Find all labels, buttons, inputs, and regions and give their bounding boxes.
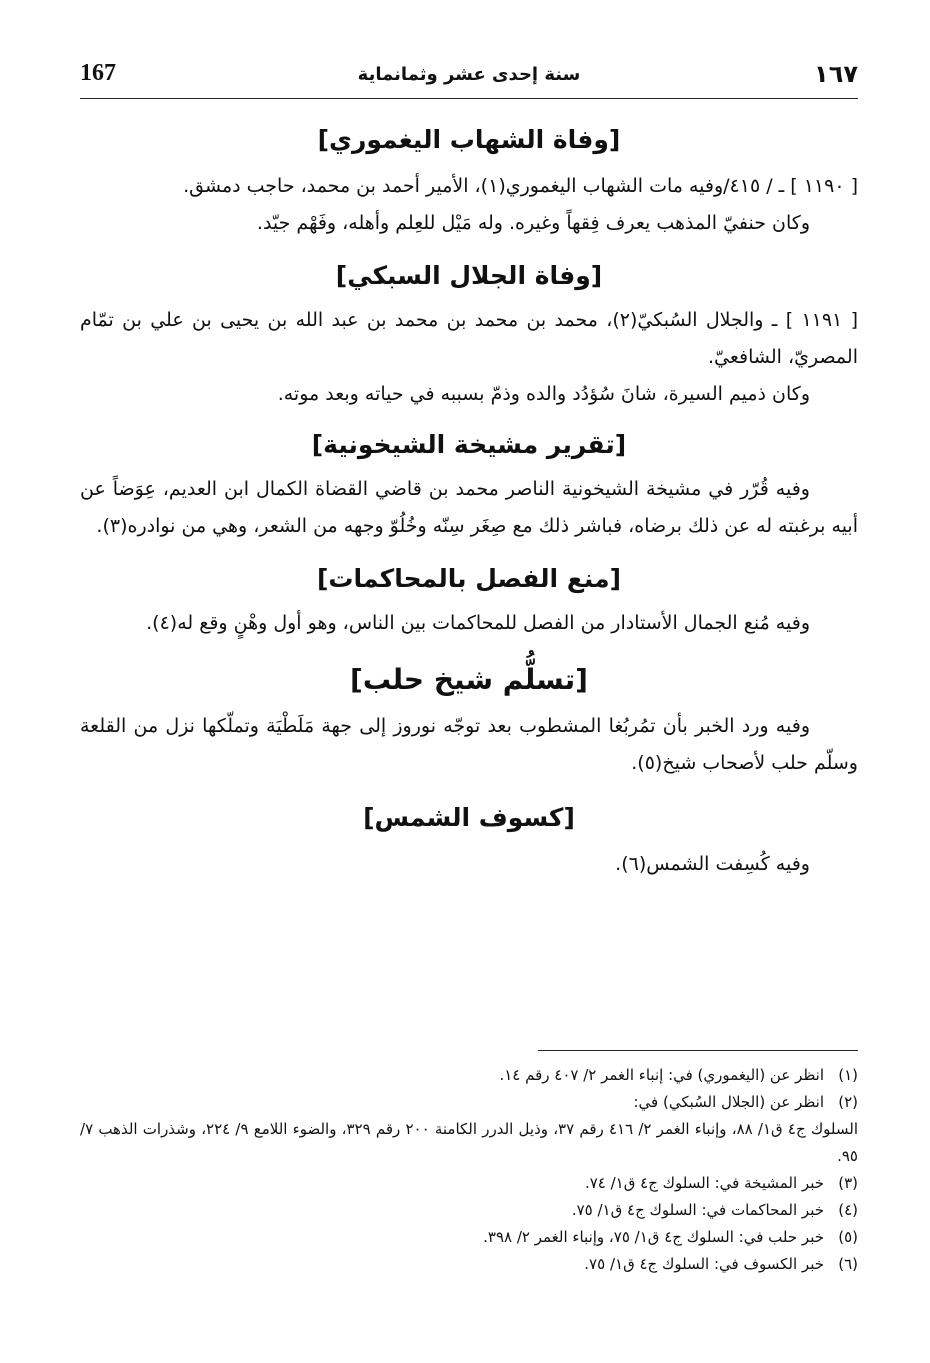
footnote-number: (٢) bbox=[838, 1093, 858, 1111]
running-head bbox=[80, 58, 858, 99]
footnote bbox=[80, 1062, 858, 1089]
footnote-continuation: السلوك ج٤ ق١/ ٨٨، وإنباء الغمر ٢/ ٤١٦ رقم ٣٧، وذيل الدرر الكامنة ٢٠٠ رقم ٣٢٩، والضوء اللامع ٩/ ٢٢٤، وشذرات الذهب ٧/ ٩٥. bbox=[80, 1120, 859, 1165]
footnote-text: انظر عن (اليغموري) في: إنباء الغمر ٢/ ٤٠٧ رقم ١٤. bbox=[499, 1066, 824, 1084]
footnote bbox=[80, 1170, 858, 1197]
page-number-latin: 167 bbox=[80, 60, 116, 86]
page-number-arabic: ١٦٧ bbox=[814, 60, 858, 88]
entry-paragraph: وفيه قُرّر في مشيخة الشيخونية الناصر محمد بن قاضي القضاة الكمال ابن العديم، عِوَضاً عن أبيه برغبته له عن ذلك برضاه، فباشر ذلك مع صِغَر سِنّه وخُلُوّ وجهه من الشعر، وهي من نوادره(٣). bbox=[80, 478, 858, 537]
footnote bbox=[80, 1224, 858, 1251]
footnote bbox=[80, 1251, 858, 1278]
entry-paragraph: [ ١١٩١ ] ـ والجلال السُبكيّ(٢)، محمد بن محمد بن محمد بن عبد الله بن يحيى بن علي بن تمّام المصريّ، الشافعيّ. bbox=[80, 309, 859, 368]
footnote bbox=[80, 1197, 858, 1224]
entry-paragraph: وفيه ورد الخبر بأن تمُربُغا المشطوب بعد توجّه نوروز إلى جهة مَلَطْيَة وتملّكها نزل من القلعة وسلّم حلب لأصحاب شيخ(٥). bbox=[80, 715, 858, 774]
footnote-text: خبر المحاكمات في: السلوك ج٤ ق١/ ٧٥. bbox=[571, 1201, 824, 1219]
section-heading: [تسلُّم شيخ حلب] bbox=[350, 663, 588, 696]
section-heading: [كسوف الشمس] bbox=[363, 803, 575, 832]
section-heading: [تقرير مشيخة الشيخونية] bbox=[311, 430, 627, 459]
footnote-number: (٦) bbox=[838, 1255, 858, 1273]
footnotes bbox=[80, 1062, 858, 1278]
footnote-number: (٥) bbox=[838, 1228, 858, 1246]
footnote-text: انظر عن (الجلال السُبكي) في: bbox=[633, 1093, 824, 1111]
section-heading: [وفاة الشهاب اليغموري] bbox=[317, 125, 621, 154]
entry-paragraph: وكان حنفيّ المذهب يعرف فِقهاً وغيره. وله مَيْل للعِلم وأهله، وفَهْم جيّد. bbox=[256, 212, 810, 234]
section-heading: [منع الفصل بالمحاكمات] bbox=[316, 564, 622, 593]
entry-paragraph: [ ١١٩٠ ] ـ / ٤١٥/وفيه مات الشهاب اليغموري(١)، الأمير أحمد بن محمد، حاجب دمشق. bbox=[183, 175, 858, 197]
footnote-text: خبر المشيخة في: السلوك ج٤ ق١/ ٧٤. bbox=[584, 1174, 824, 1192]
running-head-title: سنة إحدى عشر وثمانماية bbox=[357, 64, 581, 85]
footnote-number: (١) bbox=[838, 1066, 858, 1084]
footnote bbox=[80, 1089, 858, 1116]
footnote-separator bbox=[538, 1050, 858, 1051]
entry-paragraph: وكان ذميم السيرة، شانَ سُؤدُد والده وذمّ بسببه في حياته وبعد موته. bbox=[277, 383, 810, 405]
footnote-number: (٣) bbox=[838, 1174, 858, 1192]
entry-paragraph: وفيه مُنع الجمال الأستادار من الفصل للمحاكمات بين الناس، وهو أول وهْنٍ وقع له(٤). bbox=[146, 612, 810, 634]
footnote-text: خبر الكسوف في: السلوك ج٤ ق١/ ٧٥. bbox=[584, 1255, 824, 1273]
entry-paragraph: وفيه كُسِفت الشمس(٦). bbox=[615, 853, 810, 875]
main-text bbox=[80, 118, 858, 883]
footnote-number: (٤) bbox=[838, 1201, 858, 1219]
section-heading: [وفاة الجلال السبكي] bbox=[335, 261, 603, 290]
footnote-text: خبر حلب في: السلوك ج٤ ق١/ ٧٥، وإنباء الغمر ٢/ ٣٩٨. bbox=[483, 1228, 824, 1246]
